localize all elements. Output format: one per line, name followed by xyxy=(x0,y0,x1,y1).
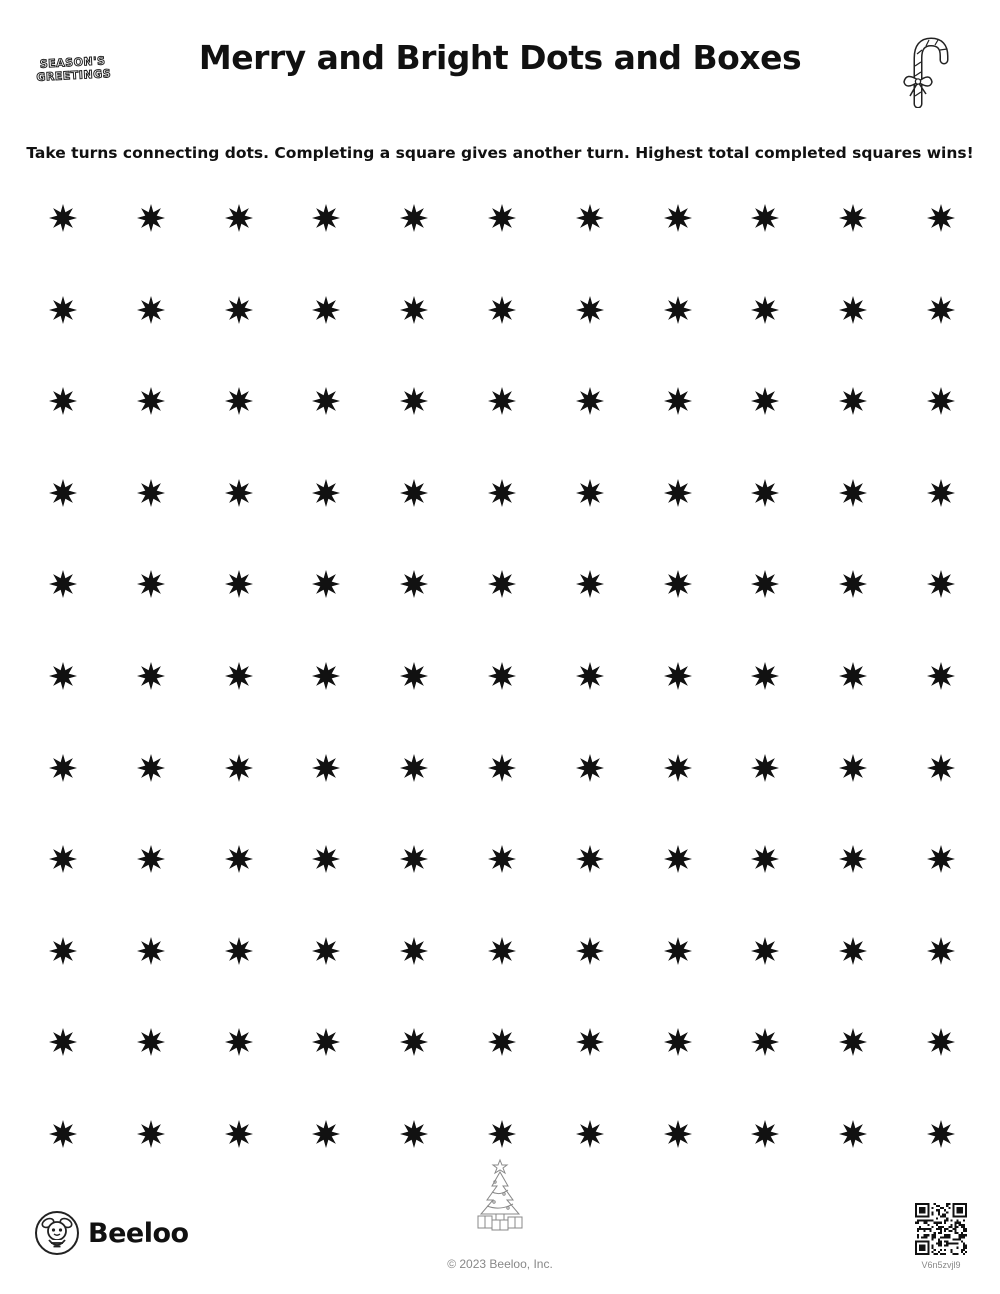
star-icon[interactable] xyxy=(311,753,341,783)
bee-icon xyxy=(34,1210,80,1256)
star-icon[interactable] xyxy=(48,478,78,508)
star-icon[interactable] xyxy=(838,936,868,966)
star-icon[interactable] xyxy=(487,203,517,233)
star-icon[interactable] xyxy=(48,1027,78,1057)
star-icon[interactable] xyxy=(487,386,517,416)
star-icon[interactable] xyxy=(663,203,693,233)
star-icon[interactable] xyxy=(48,203,78,233)
star-icon[interactable] xyxy=(750,1027,780,1057)
star-icon[interactable] xyxy=(311,936,341,966)
star-icon[interactable] xyxy=(750,844,780,874)
star-icon[interactable] xyxy=(399,936,429,966)
star-icon[interactable] xyxy=(838,203,868,233)
star-icon[interactable] xyxy=(926,203,956,233)
star-icon[interactable] xyxy=(136,386,166,416)
star-icon[interactable] xyxy=(926,753,956,783)
star-icon[interactable] xyxy=(663,295,693,325)
qr-code-icon xyxy=(915,1203,967,1255)
star-icon[interactable] xyxy=(399,753,429,783)
star-icon[interactable] xyxy=(575,661,605,691)
star-icon[interactable] xyxy=(663,386,693,416)
star-icon[interactable] xyxy=(399,1027,429,1057)
star-icon[interactable] xyxy=(838,569,868,599)
star-icon[interactable] xyxy=(399,1119,429,1149)
star-icon[interactable] xyxy=(224,569,254,599)
star-icon[interactable] xyxy=(224,844,254,874)
star-icon[interactable] xyxy=(487,478,517,508)
star-icon[interactable] xyxy=(311,203,341,233)
star-icon[interactable] xyxy=(48,295,78,325)
star-icon[interactable] xyxy=(311,1119,341,1149)
star-icon[interactable] xyxy=(399,203,429,233)
star-icon[interactable] xyxy=(136,661,166,691)
star-icon[interactable] xyxy=(136,295,166,325)
star-icon[interactable] xyxy=(136,203,166,233)
candy-cane-icon xyxy=(898,36,952,108)
star-icon[interactable] xyxy=(487,661,517,691)
brand-name: Beeloo xyxy=(88,1217,189,1249)
star-icon[interactable] xyxy=(663,936,693,966)
star-icon[interactable] xyxy=(838,1119,868,1149)
star-icon[interactable] xyxy=(311,386,341,416)
star-icon[interactable] xyxy=(838,753,868,783)
star-icon[interactable] xyxy=(575,569,605,599)
star-icon[interactable] xyxy=(926,569,956,599)
star-icon[interactable] xyxy=(487,753,517,783)
star-icon[interactable] xyxy=(750,661,780,691)
star-icon[interactable] xyxy=(575,478,605,508)
star-icon[interactable] xyxy=(48,569,78,599)
star-icon[interactable] xyxy=(311,844,341,874)
star-icon[interactable] xyxy=(487,936,517,966)
star-icon[interactable] xyxy=(224,478,254,508)
star-icon[interactable] xyxy=(487,1119,517,1149)
star-icon[interactable] xyxy=(399,386,429,416)
star-icon[interactable] xyxy=(838,478,868,508)
star-icon[interactable] xyxy=(838,386,868,416)
star-icon[interactable] xyxy=(750,478,780,508)
star-icon[interactable] xyxy=(487,569,517,599)
star-icon[interactable] xyxy=(136,844,166,874)
brand-logo xyxy=(34,1210,189,1256)
star-icon[interactable] xyxy=(663,1027,693,1057)
star-icon[interactable] xyxy=(575,1027,605,1057)
worksheet-code: V6n5zvjl9 xyxy=(921,1260,961,1270)
star-icon[interactable] xyxy=(575,753,605,783)
star-icon[interactable] xyxy=(838,1027,868,1057)
star-icon[interactable] xyxy=(224,753,254,783)
star-icon[interactable] xyxy=(399,844,429,874)
star-icon[interactable] xyxy=(487,844,517,874)
star-icon[interactable] xyxy=(48,386,78,416)
star-icon[interactable] xyxy=(926,386,956,416)
star-icon[interactable] xyxy=(926,661,956,691)
star-icon[interactable] xyxy=(926,936,956,966)
star-icon[interactable] xyxy=(663,844,693,874)
star-icon[interactable] xyxy=(663,569,693,599)
star-icon[interactable] xyxy=(399,295,429,325)
star-icon[interactable] xyxy=(750,936,780,966)
star-icon[interactable] xyxy=(136,478,166,508)
star-icon[interactable] xyxy=(48,661,78,691)
star-icon[interactable] xyxy=(663,478,693,508)
star-icon[interactable] xyxy=(838,844,868,874)
copyright-text: © 2023 Beeloo, Inc. xyxy=(447,1257,553,1271)
star-icon[interactable] xyxy=(136,936,166,966)
star-icon[interactable] xyxy=(48,753,78,783)
star-icon[interactable] xyxy=(136,1027,166,1057)
star-icon[interactable] xyxy=(838,295,868,325)
star-icon[interactable] xyxy=(750,753,780,783)
star-icon[interactable] xyxy=(663,661,693,691)
star-icon[interactable] xyxy=(224,203,254,233)
star-icon[interactable] xyxy=(48,936,78,966)
star-icon[interactable] xyxy=(48,1119,78,1149)
star-icon[interactable] xyxy=(926,478,956,508)
star-icon[interactable] xyxy=(224,661,254,691)
star-icon[interactable] xyxy=(399,661,429,691)
star-icon[interactable] xyxy=(224,1119,254,1149)
star-icon[interactable] xyxy=(663,753,693,783)
star-icon[interactable] xyxy=(311,569,341,599)
star-icon[interactable] xyxy=(224,936,254,966)
star-icon[interactable] xyxy=(311,295,341,325)
star-icon[interactable] xyxy=(926,1027,956,1057)
star-icon[interactable] xyxy=(750,295,780,325)
star-icon[interactable] xyxy=(750,1119,780,1149)
star-icon[interactable] xyxy=(311,478,341,508)
star-icon[interactable] xyxy=(48,844,78,874)
star-icon[interactable] xyxy=(926,844,956,874)
star-icon[interactable] xyxy=(663,1119,693,1149)
star-icon[interactable] xyxy=(750,569,780,599)
star-icon[interactable] xyxy=(575,203,605,233)
star-icon[interactable] xyxy=(399,478,429,508)
christmas-tree-icon xyxy=(470,1158,530,1232)
star-icon[interactable] xyxy=(136,569,166,599)
page-title: Merry and Bright Dots and Boxes xyxy=(198,38,802,77)
badge-line-1: SEASON'S xyxy=(39,54,106,71)
star-icon[interactable] xyxy=(487,295,517,325)
star-icon[interactable] xyxy=(838,661,868,691)
star-icon[interactable] xyxy=(575,1119,605,1149)
star-icon[interactable] xyxy=(487,1027,517,1057)
star-icon[interactable] xyxy=(136,753,166,783)
star-icon[interactable] xyxy=(750,203,780,233)
star-icon[interactable] xyxy=(575,936,605,966)
star-icon[interactable] xyxy=(926,1119,956,1149)
star-icon[interactable] xyxy=(224,1027,254,1057)
star-icon[interactable] xyxy=(575,386,605,416)
star-icon[interactable] xyxy=(136,1119,166,1149)
star-icon[interactable] xyxy=(311,1027,341,1057)
star-icon[interactable] xyxy=(926,295,956,325)
star-icon[interactable] xyxy=(224,386,254,416)
star-icon[interactable] xyxy=(399,569,429,599)
star-icon[interactable] xyxy=(311,661,341,691)
star-icon[interactable] xyxy=(575,844,605,874)
badge-line-2: GREETINGS xyxy=(36,67,112,84)
instructions-text: Take turns connecting dots. Completing a square gives another turn. Highest total completed squares wins! xyxy=(26,144,974,162)
star-icon[interactable] xyxy=(224,295,254,325)
star-icon[interactable] xyxy=(575,295,605,325)
star-icon[interactable] xyxy=(750,386,780,416)
